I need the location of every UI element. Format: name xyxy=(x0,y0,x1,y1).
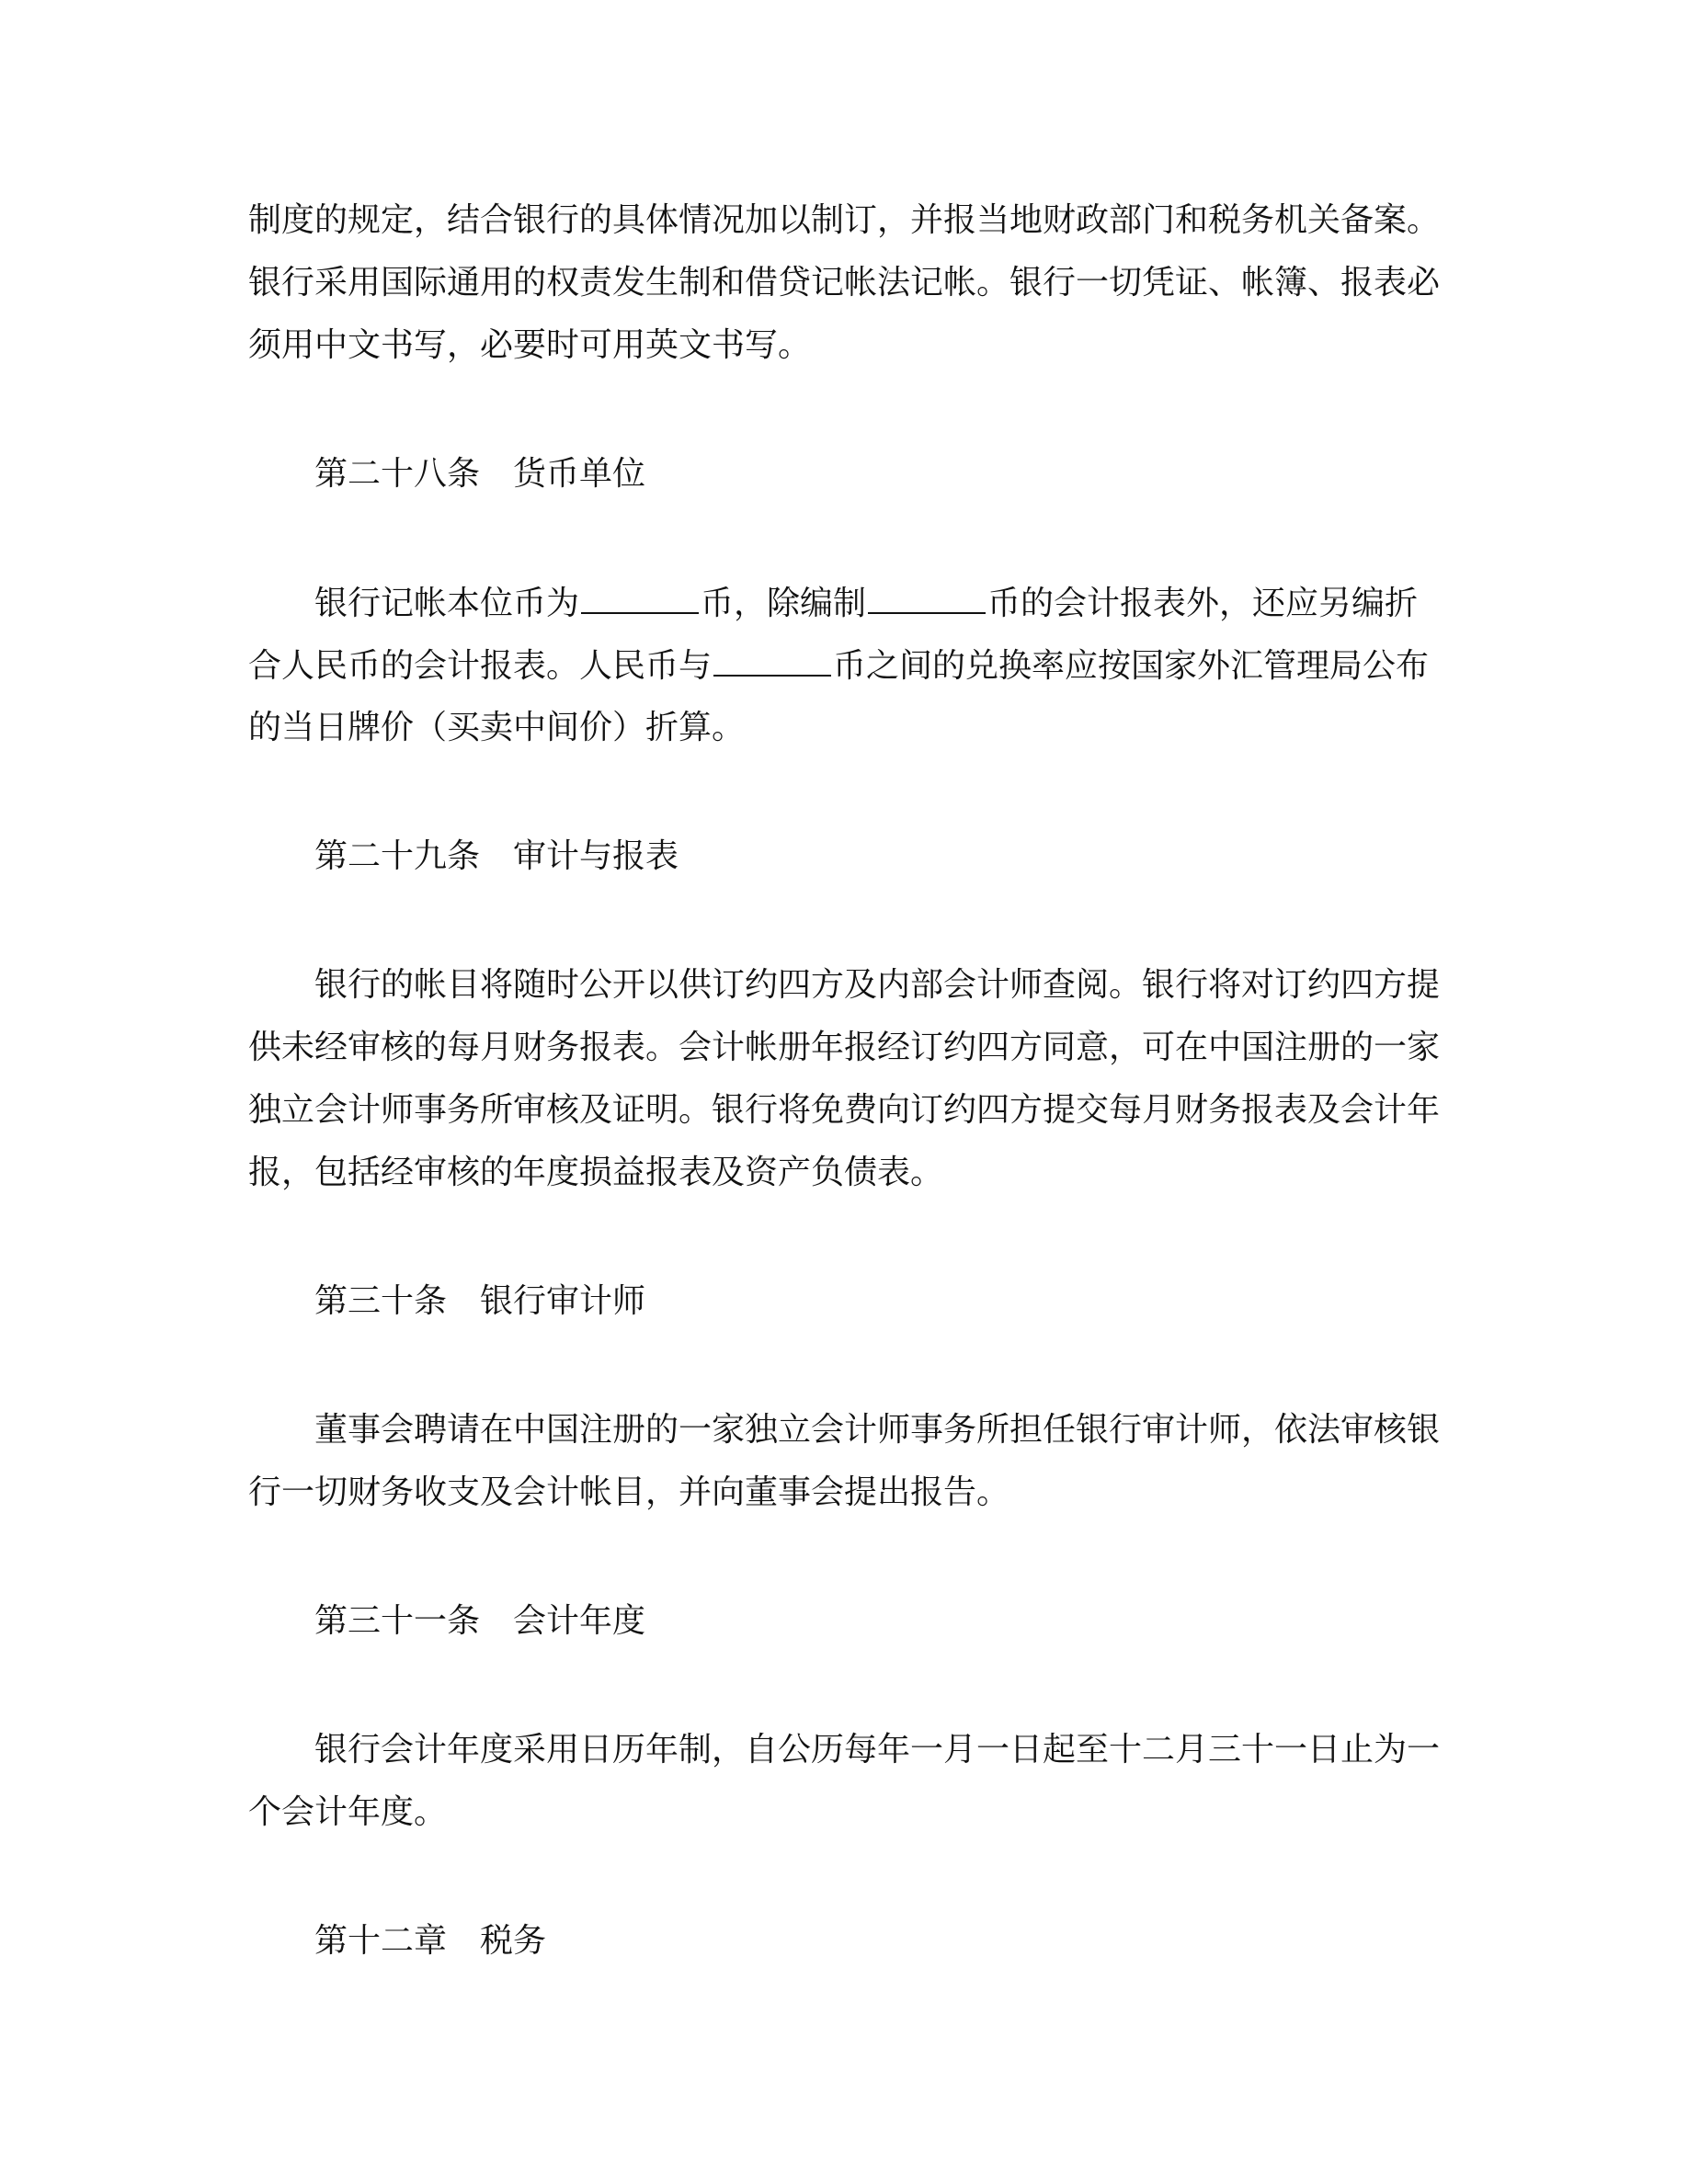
text-fragment: 币的会计报表外，还应另编折 xyxy=(987,585,1419,622)
paragraph-line: 董事会聘请在中国注册的一家独立会计师事务所担任银行审计师，依法审核银 xyxy=(314,1411,1441,1449)
article-heading-29: 第二十九条 审计与报表 xyxy=(314,837,679,875)
paragraph-line-with-blanks xyxy=(248,645,1429,687)
paragraph-line: 银行采用国际通用的权责发生制和借贷记帐法记帐。银行一切凭证、帐簿、报表必 xyxy=(248,264,1441,301)
article-heading-30: 第三十条 银行审计师 xyxy=(314,1282,646,1320)
paragraph-line: 行一切财务收支及会计帐目，并向董事会提出报告。 xyxy=(248,1473,1010,1511)
text-fragment: 币之间的兑换率应按国家外汇管理局公布 xyxy=(833,647,1430,685)
paragraph-line: 须用中文书写，必要时可用英文书写。 xyxy=(248,326,812,364)
chapter-heading-12: 第十二章 税务 xyxy=(314,1922,547,1960)
paragraph-line: 的当日牌价（买卖中间价）折算。 xyxy=(248,709,746,746)
paragraph-line: 独立会计师事务所审核及证明。银行将免费向订约四方提交每月财务报表及会计年 xyxy=(248,1091,1441,1129)
paragraph-line: 银行会计年度采用日历年制，自公历每年一月一日起至十二月三十一日止为一 xyxy=(314,1731,1441,1769)
paragraph-line: 制度的规定，结合银行的具体情况加以制订，并报当地财政部门和税务机关备案。 xyxy=(248,201,1441,239)
paragraph-line-with-blanks xyxy=(314,583,1418,624)
text-fragment: 银行记帐本位币为 xyxy=(314,585,580,622)
paragraph-line: 银行的帐目将随时公开以供订约四方及内部会计师查阅。银行将对订约四方提 xyxy=(314,966,1441,1004)
paragraph-line: 供未经审核的每月财务报表。会计帐册年报经订约四方同意，可在中国注册的一家 xyxy=(248,1029,1441,1066)
article-heading-28: 第二十八条 货币单位 xyxy=(314,455,646,493)
text-fragment: 合人民币的会计报表。人民币与 xyxy=(248,647,713,685)
fill-in-blank[interactable] xyxy=(581,583,699,614)
fill-in-blank[interactable] xyxy=(868,583,986,614)
text-fragment: 币，除编制 xyxy=(701,585,867,622)
fill-in-blank[interactable] xyxy=(713,645,831,677)
article-heading-31: 第三十一条 会计年度 xyxy=(314,1602,646,1640)
paragraph-line: 报，包括经审核的年度损益报表及资产负债表。 xyxy=(248,1154,944,1191)
paragraph-line: 个会计年度。 xyxy=(248,1793,448,1831)
